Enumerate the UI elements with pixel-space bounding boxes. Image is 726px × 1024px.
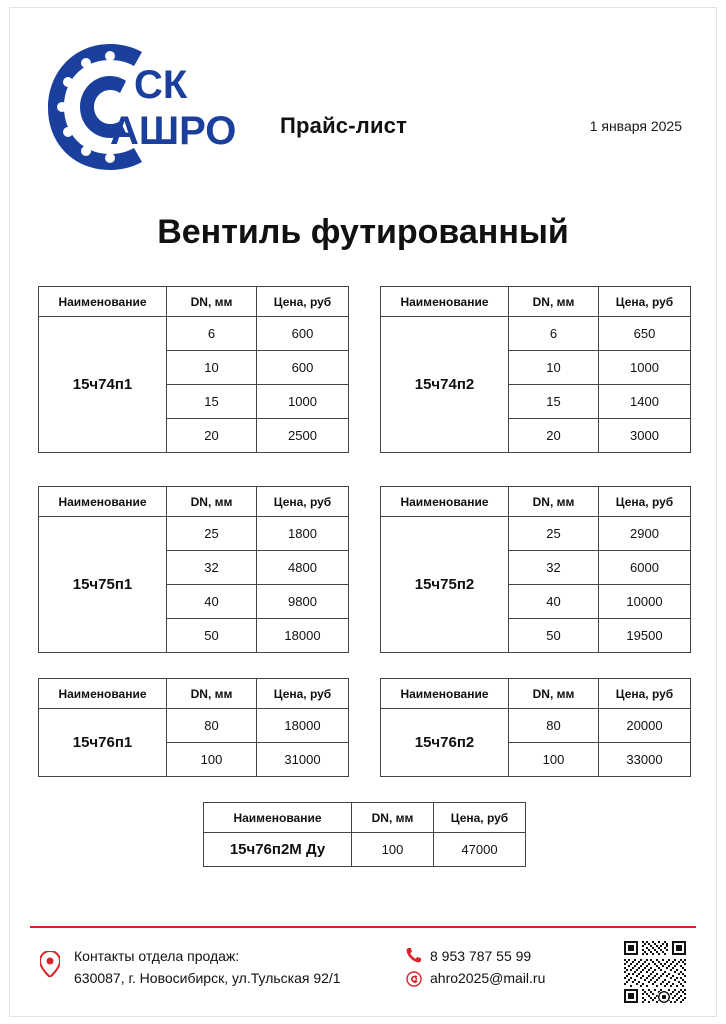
column-header-dn: DN, мм <box>167 487 257 517</box>
table-row <box>39 517 349 551</box>
table-row <box>381 709 691 743</box>
table-row <box>39 709 349 743</box>
cell-price: 47000 <box>434 833 526 867</box>
table-header-row <box>39 487 349 517</box>
email-icon <box>406 971 422 987</box>
contacts-label: Контакты отдела продаж: <box>74 948 240 964</box>
price-table-15ch76p2m <box>203 802 526 867</box>
column-header-name: Наименование <box>381 487 509 517</box>
paper-sheet <box>10 8 716 1016</box>
cell-price: 3000 <box>599 419 691 453</box>
cell-price: 6000 <box>599 551 691 585</box>
column-header-dn: DN, мм <box>509 679 599 709</box>
price-table-15ch75p2 <box>380 486 691 653</box>
cell-dn: 20 <box>509 419 599 453</box>
phone-icon <box>406 947 422 963</box>
table-row <box>39 317 349 351</box>
page-title: Вентиль футированный <box>157 213 569 251</box>
cell-dn: 100 <box>509 743 599 777</box>
product-name: 15ч76п1 <box>39 709 167 777</box>
table-row <box>204 833 526 867</box>
cell-price: 31000 <box>257 743 349 777</box>
cell-price: 10000 <box>599 585 691 619</box>
email-address[interactable]: ahro2025@mail.ru <box>430 970 546 986</box>
column-header-price: Цена, руб <box>599 287 691 317</box>
table-row <box>381 517 691 551</box>
cell-price: 2900 <box>599 517 691 551</box>
table-row <box>381 317 691 351</box>
logo-text-top: СК <box>134 63 188 107</box>
price-table-15ch76p2 <box>380 678 691 777</box>
page-header <box>10 8 716 193</box>
product-name: 15ч75п2 <box>381 517 509 653</box>
column-header-name: Наименование <box>381 287 509 317</box>
logo-text-bottom: АШРО <box>110 109 237 153</box>
cell-price: 18000 <box>257 709 349 743</box>
product-name: 15ч76п2М Ду <box>204 833 352 867</box>
cell-dn: 50 <box>167 619 257 653</box>
column-header-name: Наименование <box>39 487 167 517</box>
contacts-address: 630087, г. Новосибирск, ул.Тульская 92/1 <box>74 970 341 986</box>
price-table-15ch75p1 <box>38 486 349 653</box>
column-header-price: Цена, руб <box>257 287 349 317</box>
cell-dn: 80 <box>167 709 257 743</box>
column-header-name: Наименование <box>381 679 509 709</box>
table-header-row <box>39 679 349 709</box>
logo-icon <box>38 36 253 176</box>
cell-dn: 50 <box>509 619 599 653</box>
price-table-15ch74p1 <box>38 286 349 453</box>
cell-price: 1400 <box>599 385 691 419</box>
column-header-dn: DN, мм <box>509 487 599 517</box>
cell-dn: 32 <box>509 551 599 585</box>
cell-dn: 25 <box>509 517 599 551</box>
price-table-15ch74p2 <box>380 286 691 453</box>
phone-number[interactable]: 8 953 787 55 99 <box>430 948 532 964</box>
footer-divider <box>30 926 696 928</box>
cell-price: 18000 <box>257 619 349 653</box>
page-footer <box>10 933 716 1018</box>
cell-price: 650 <box>599 317 691 351</box>
cell-dn: 15 <box>167 385 257 419</box>
cell-dn: 80 <box>509 709 599 743</box>
cell-price: 20000 <box>599 709 691 743</box>
cell-price: 600 <box>257 351 349 385</box>
cell-dn: 40 <box>167 585 257 619</box>
column-header-name: Наименование <box>204 803 352 833</box>
table-header-row <box>381 679 691 709</box>
product-name: 15ч76п2 <box>381 709 509 777</box>
phone-email-block <box>430 945 545 989</box>
column-header-price: Цена, руб <box>257 679 349 709</box>
price-list-date: 1 января 2025 <box>589 118 682 134</box>
table-header-row <box>39 287 349 317</box>
cell-dn: 6 <box>167 317 257 351</box>
cell-price: 9800 <box>257 585 349 619</box>
price-table-15ch76p1 <box>38 678 349 777</box>
company-logo <box>38 36 253 176</box>
cell-dn: 25 <box>167 517 257 551</box>
column-header-name: Наименование <box>39 679 167 709</box>
column-header-dn: DN, мм <box>509 287 599 317</box>
price-list-title: Прайс-лист <box>280 113 408 138</box>
cell-dn: 10 <box>509 351 599 385</box>
column-header-dn: DN, мм <box>352 803 434 833</box>
cell-dn: 100 <box>167 743 257 777</box>
location-pin-icon <box>40 951 60 977</box>
table-header-row <box>381 287 691 317</box>
cell-dn: 40 <box>509 585 599 619</box>
contacts-block <box>74 945 341 989</box>
table-header-row <box>204 803 526 833</box>
cell-dn: 6 <box>509 317 599 351</box>
column-header-dn: DN, мм <box>167 679 257 709</box>
cell-dn: 100 <box>352 833 434 867</box>
cell-price: 1000 <box>599 351 691 385</box>
cell-price: 4800 <box>257 551 349 585</box>
column-header-dn: DN, мм <box>167 287 257 317</box>
cell-dn: 32 <box>167 551 257 585</box>
cell-price: 33000 <box>599 743 691 777</box>
product-name: 15ч75п1 <box>39 517 167 653</box>
cell-dn: 10 <box>167 351 257 385</box>
column-header-price: Цена, руб <box>257 487 349 517</box>
product-name: 15ч74п1 <box>39 317 167 453</box>
column-header-name: Наименование <box>39 287 167 317</box>
cell-dn: 20 <box>167 419 257 453</box>
cell-price: 19500 <box>599 619 691 653</box>
cell-price: 2500 <box>257 419 349 453</box>
column-header-price: Цена, руб <box>599 487 691 517</box>
product-name: 15ч74п2 <box>381 317 509 453</box>
column-header-price: Цена, руб <box>434 803 526 833</box>
cell-price: 1000 <box>257 385 349 419</box>
cell-dn: 15 <box>509 385 599 419</box>
column-header-price: Цена, руб <box>599 679 691 709</box>
cell-price: 1800 <box>257 517 349 551</box>
cell-price: 600 <box>257 317 349 351</box>
table-header-row <box>381 487 691 517</box>
qr-code-icon <box>622 939 688 1005</box>
